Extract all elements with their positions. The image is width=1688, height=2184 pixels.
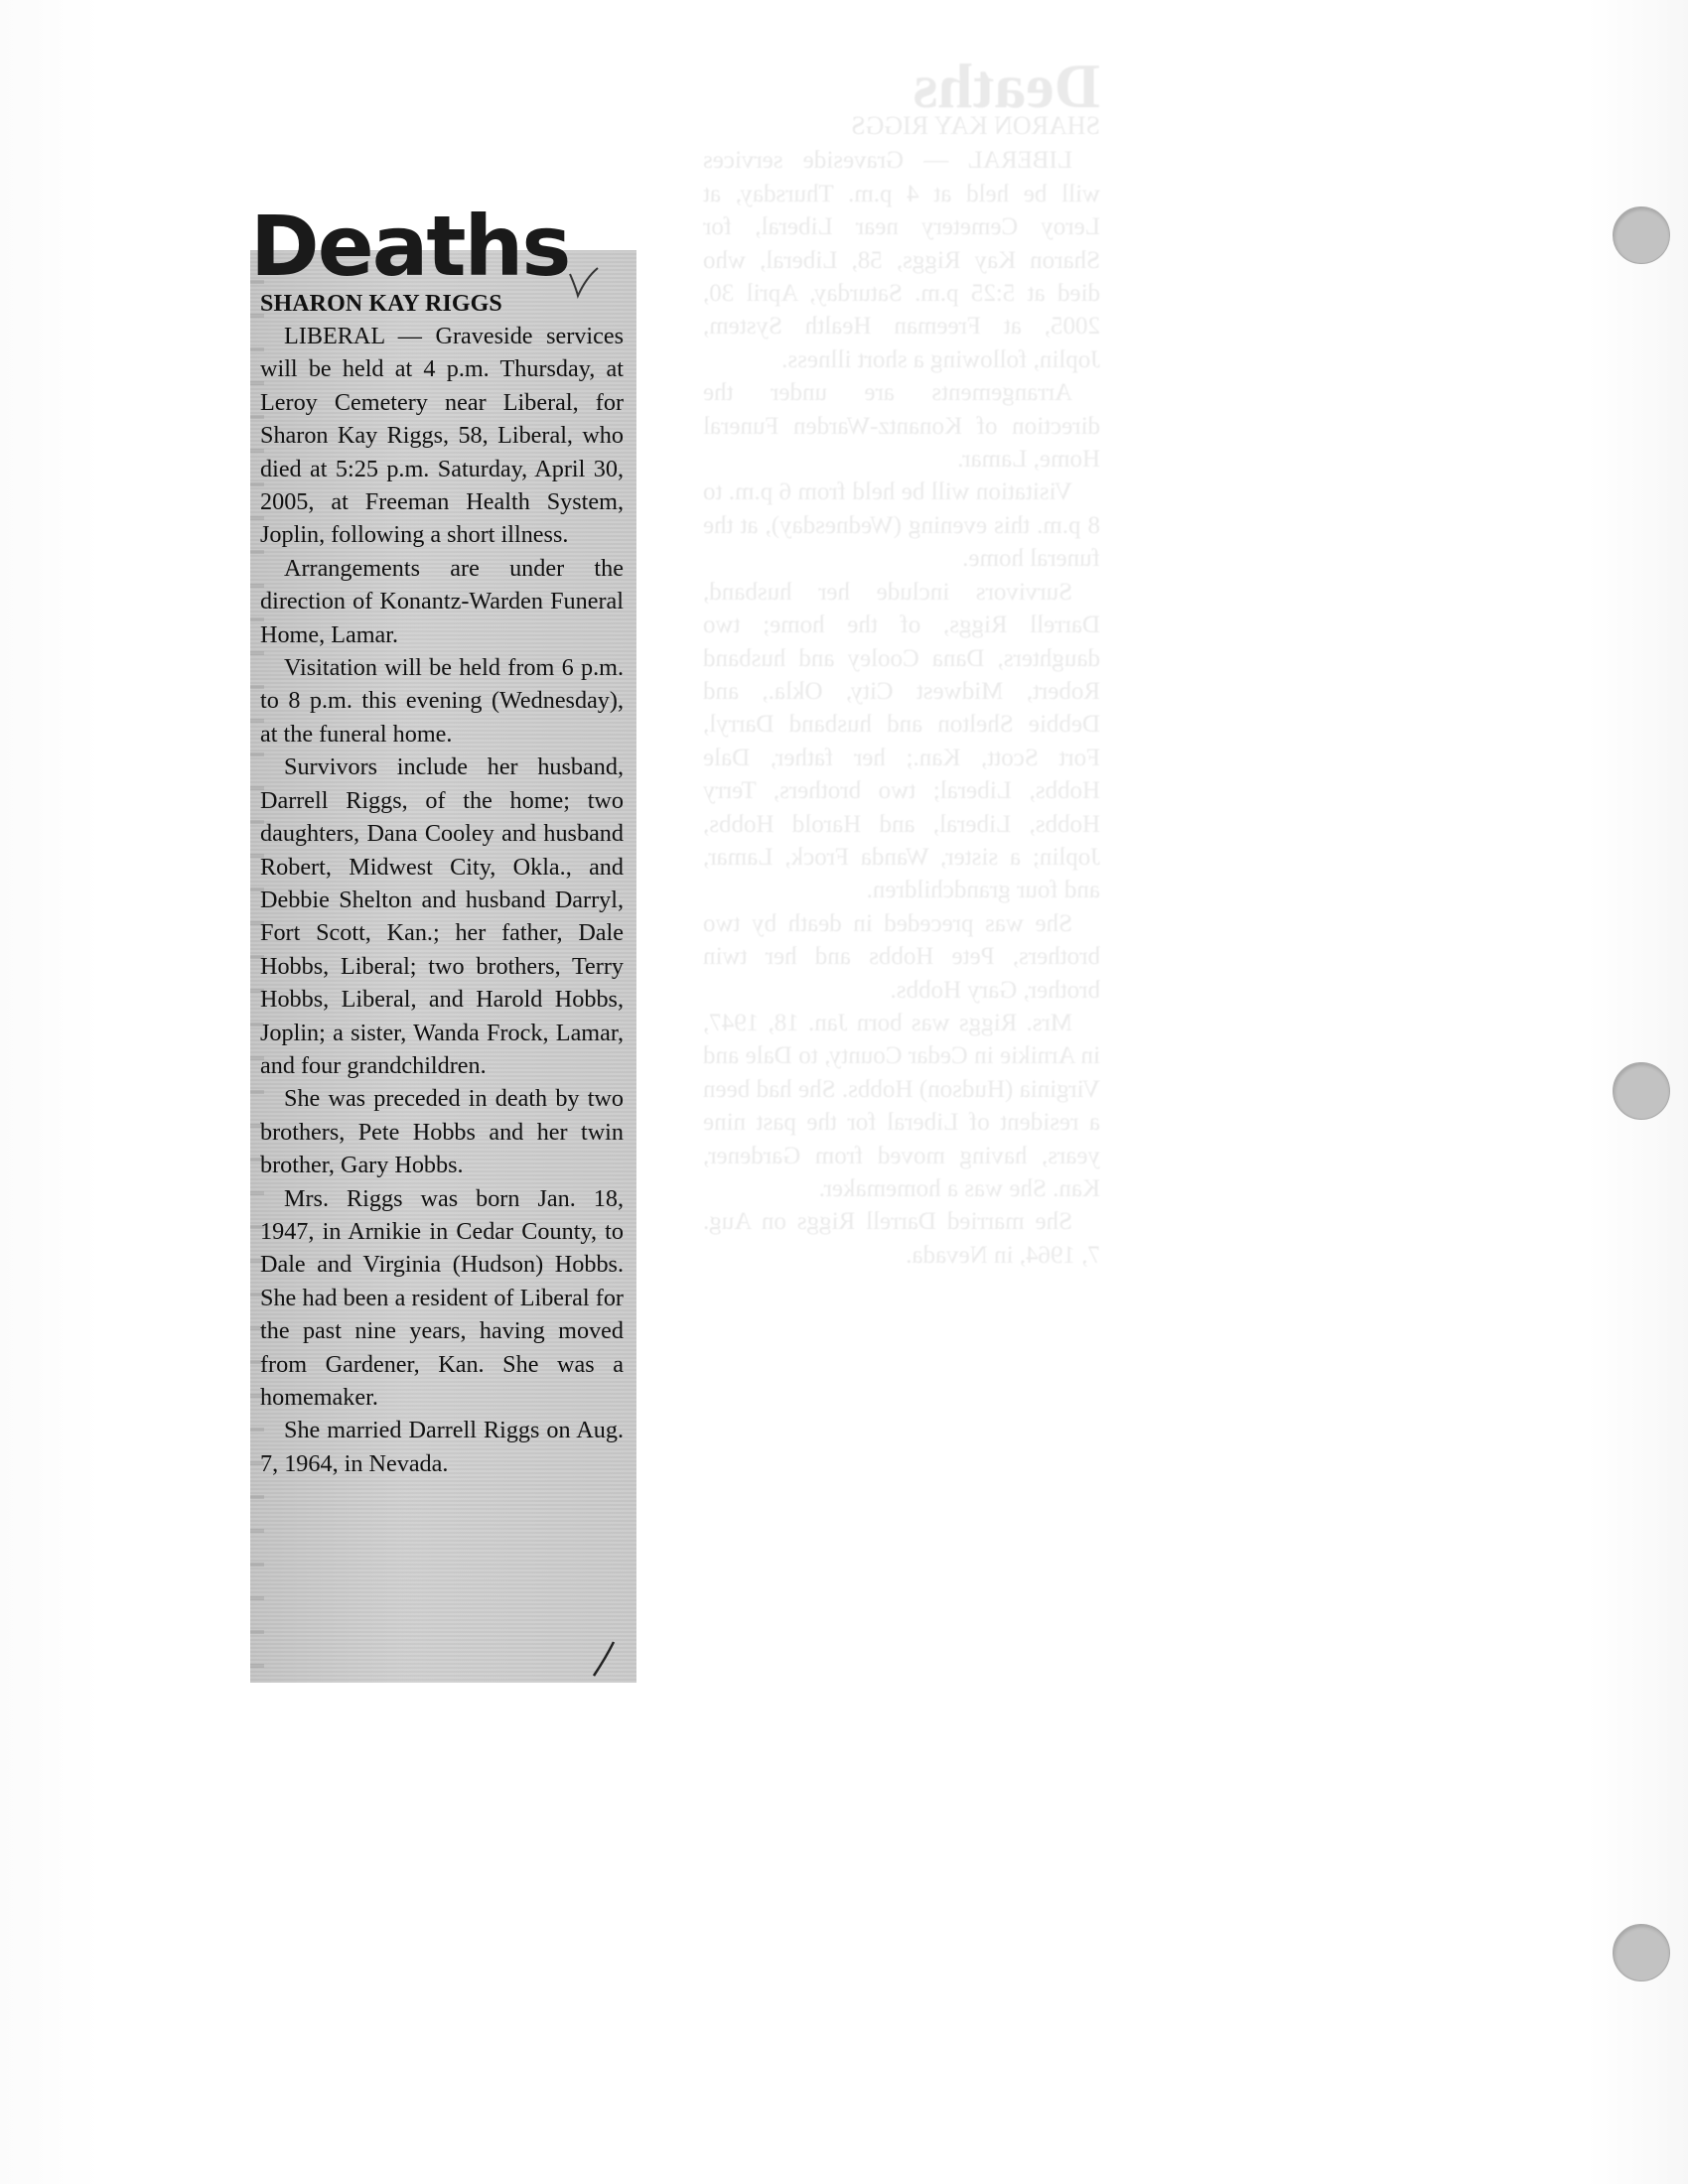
binder-hole-bottom: [1613, 1924, 1670, 1981]
bleed-paragraph: Mrs. Riggs was born Jan. 18, 1947, in Arnikie in Cedar County, to Dale and Virginia (Hudson) Hobbs. She had been a resident of Liberal for the past nine years, having moved from Gardener, Kan. She was a homemaker.: [703, 1009, 1100, 1202]
obituary-paragraph-preceded: She was preceded in death by two brothers, Pete Hobbs and her twin brother, Gary Hobbs.: [260, 1085, 624, 1179]
binder-hole-top: [1613, 206, 1670, 264]
obituary-headline: SHARON KAY RIGGS: [260, 291, 502, 317]
obituary-paragraph-marriage: She married Darrell Riggs on Aug. 7, 1964, in Nevada.: [260, 1417, 624, 1477]
section-masthead: Deaths: [250, 198, 570, 295]
obituary-paragraph-biography: Mrs. Riggs was born Jan. 18, 1947, in Arnikie in Cedar County, to Dale and Virginia (Hudson) Hobbs. She had been a resident of Liberal for the past nine years, having moved from Gardener, Kan. She was a homemaker.: [260, 1184, 624, 1411]
bleed-paragraph: Survivors include her husband, Darrell Riggs, of the home; two daughters, Dana Cooley and husband Robert, Midwest City, Okla., and Debbie Shelton and husband Darryl, Fort Scott, Kan.; her father, Dale Hobbs, Liberal; two brothers, Terry Hobbs, Liberal, and Harold Hobbs, Joplin; a sister, Wanda Frock, Lamar, and four grandchildren.: [703, 578, 1100, 904]
bleed-headline: SHARON KAY RIGGS: [851, 111, 1100, 140]
bleed-masthead: Deaths: [913, 51, 1100, 121]
obituary-paragraph-services: LIBERAL — Graveside services will be held at 4 p.m. Thursday, at Leroy Cemetery near Liberal, for Sharon Kay Riggs, 58, Liberal, who died at 5:25 p.m. Saturday, April 30, 2005, at Freeman Health System, Joplin, following a short illness.: [260, 323, 624, 549]
obituary-article: [260, 288, 624, 1480]
bleed-paragraph: She was preceded in death by two brothers, Pete Hobbs and her twin brother, Gary Hobbs.: [703, 909, 1100, 1004]
obituary-clipping: [250, 198, 636, 1683]
bleed-paragraph: Visitation will be held from 6 p.m. to 8 p.m. this evening (Wednesday), at the funeral home.: [703, 478, 1100, 573]
handwritten-end-mark: [588, 1640, 618, 1680]
bleed-paragraph: She married Darrell Riggs on Aug. 7, 1964, in Nevada.: [703, 1208, 1100, 1269]
binder-hole-middle: [1613, 1062, 1670, 1120]
obituary-paragraph-arrangements: Arrangements are under the direction of Konantz-Warden Funeral Home, Lamar.: [260, 554, 624, 648]
bleed-paragraph: LIBERAL — Graveside services will be held at 4 p.m. Thursday, at Leroy Cemetery near Liberal, for Sharon Kay Riggs, 58, Liberal, who died at 5:25 p.m. Saturday, April 30, 2005, at Freeman Health System, Joplin, following a short illness.: [703, 147, 1100, 373]
bleed-through-text: [703, 51, 1100, 1499]
obituary-paragraph-survivors: Survivors include her husband, Darrell Riggs, of the home; two daughters, Dana Cooley and husband Robert, Midwest City, Okla., and Debbie Shelton and husband Darryl, Fort Scott, Kan.; her father, Dale Hobbs, Liberal; two brothers, Terry Hobbs, Liberal, and Harold Hobbs, Joplin; a sister, Wanda Frock, Lamar, and four grandchildren.: [260, 753, 624, 1079]
obituary-paragraph-visitation: Visitation will be held from 6 p.m. to 8 p.m. this evening (Wednesday), at the funeral home.: [260, 654, 624, 748]
bleed-paragraph: Arrangements are under the direction of Konantz-Warden Funeral Home, Lamar.: [703, 379, 1100, 474]
